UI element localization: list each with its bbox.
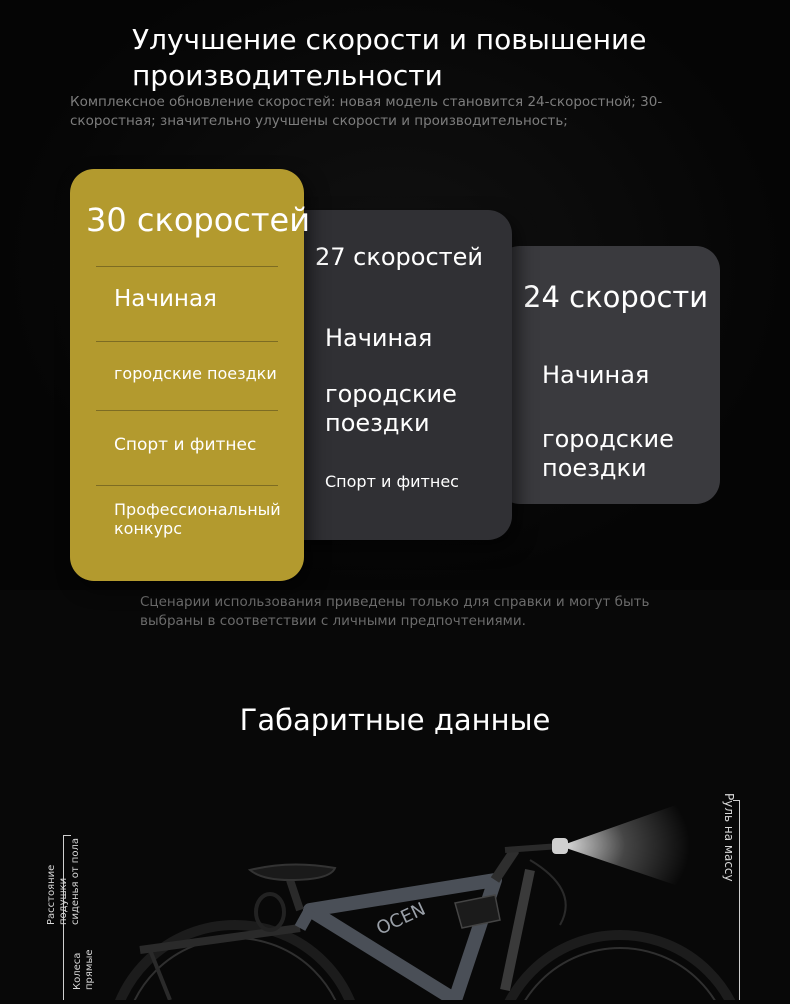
frame-bag [455,895,500,928]
card-heading: 30 скоростей [86,201,310,239]
section-title: Улучшение скорости и повышение производительности [132,23,647,92]
card-24-speeds [496,246,720,504]
frame-logo: ОСЕN [373,898,429,940]
card-item: городские поездки [542,425,674,482]
saddle [250,864,335,880]
card-heading: 27 скоростей [315,243,483,271]
divider [96,410,278,411]
card-item: городские поездки [325,380,457,437]
card-item: Начиная [325,324,433,352]
divider [96,266,278,267]
handlebar [505,846,560,850]
usage-disclaimer: Сценарии использования приведены только для справки и могут быть выбраны в соответствии с личными предпочтениями. [140,594,650,629]
section-subtitle: Комплексное обновление скоростей: новая модель становится 24-скоростной; 30-скоростная; значительно улучшены скорости и производительность; [70,94,663,129]
card-item: Спорт и фитнес [325,472,459,491]
saddle-height-label: Расстояние подушки сиденья от пола [46,838,81,925]
card-item: Начиная [542,361,650,389]
card-30-speeds [70,169,310,581]
card-27-speeds [280,210,512,540]
headlight-beam [560,800,690,890]
handlebar-dimension-label: Руль на массу [722,793,736,882]
headlight [552,838,568,854]
card-item: Начиная [114,286,217,312]
divider [96,341,278,342]
divider [96,485,278,486]
card-item: городские поездки [114,364,277,383]
bicycle-image [0,760,790,1000]
dimensions-title: Габаритные данные [239,703,551,737]
card-heading: 24 скорости [523,280,709,314]
wheel-label: Колеса прямые [72,949,95,990]
bicycle-illustration [0,760,790,1000]
card-item: Профессиональный конкурс [114,500,281,539]
card-item: Спорт и фитнес [114,435,257,455]
bike-lock [256,894,284,930]
